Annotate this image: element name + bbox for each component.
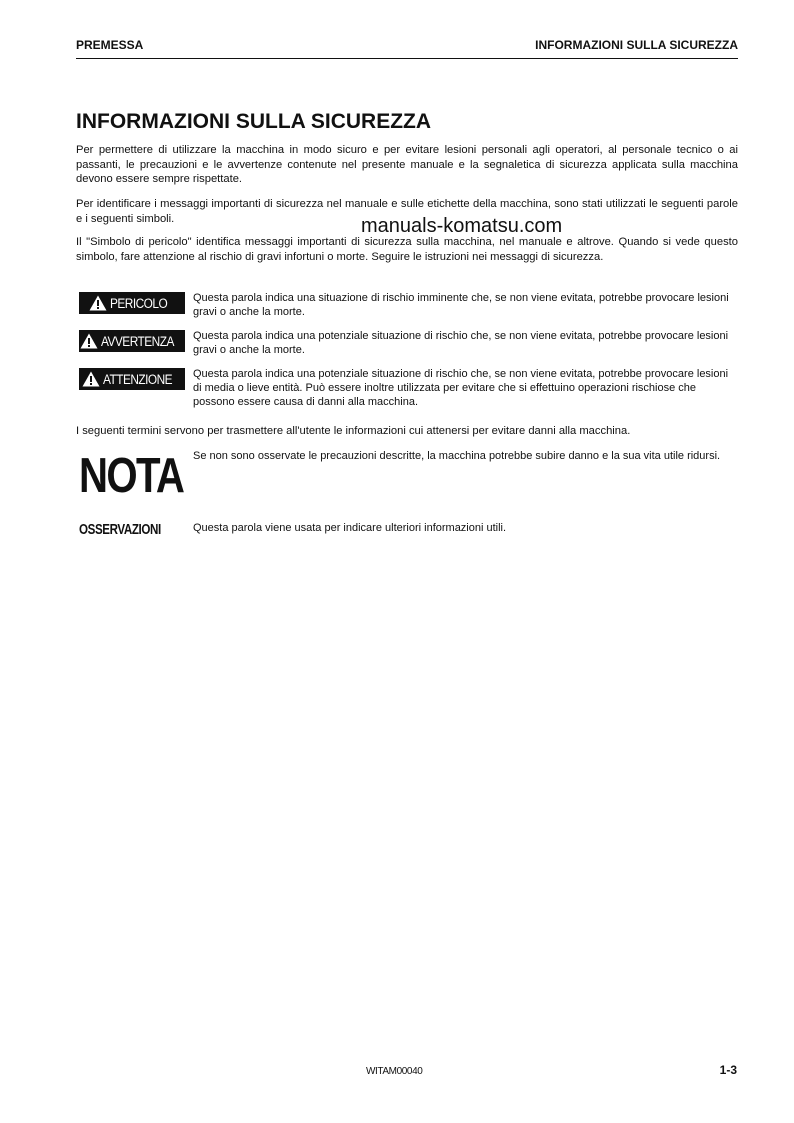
signal-description-pericolo: Questa parola indica una situazione di rischio imminente che, se non viene evitata, potrebbe provocare lesioni gravi o anche la morte.	[193, 292, 729, 318]
nota-description: Se non sono osservate le precauzioni descritte, la macchina potrebbe subire danno e la sua vita utile ridursi.	[193, 450, 721, 462]
osservazioni-label: OSSERVAZIONI	[79, 522, 161, 538]
intro-paragraph: Per permettere di utilizzare la macchina in modo sicuro e per evitare lesioni personali agli operatori, al personale tecnico o ai passanti, le precauzioni e le avvertenze contenute nel presente manuale e la segnaletica di sicurezza applicata sulla macchina devono essere sempre rispettate.	[76, 144, 738, 185]
signal-word-label: PERICOLO	[110, 295, 168, 311]
signal-word-pericolo	[79, 292, 185, 314]
signal-word-attenzione	[79, 368, 185, 390]
warning-triangle-icon	[89, 295, 107, 311]
terms-intro-paragraph: I seguenti termini servono per trasmettere all'utente le informazioni cui attenersi per evitare danni alla macchina.	[76, 425, 631, 437]
signal-word-label: ATTENZIONE	[103, 371, 173, 387]
page-number: 1-3	[719, 1063, 737, 1077]
signal-word-avvertenza	[79, 330, 185, 352]
hazard-symbol-paragraph: Il "Simbolo di pericolo" identifica messaggi importanti di sicurezza sulla macchina, nel manuale e altrove. Quando si vede questo simbolo, fare attenzione al rischio di gravi infortuni o morte. Seguire le istruzioni nei messaggi di sicurezza.	[76, 236, 738, 263]
identify-paragraph: Per identificare i messaggi importanti di sicurezza nel manuale e sulle etichette della macchina, sono stati utilizzati le seguenti parole e i seguenti simboli.	[76, 198, 738, 225]
page-title: INFORMAZIONI SULLA SICUREZZA	[76, 110, 432, 133]
warning-triangle-icon	[82, 371, 100, 387]
document-code: WITAM00040	[366, 1066, 423, 1077]
watermark: manuals-komatsu.com	[361, 215, 563, 237]
osservazioni-description: Questa parola viene usata per indicare ulteriori informazioni utili.	[193, 522, 507, 534]
warning-triangle-icon	[80, 333, 98, 349]
signal-description-attenzione: Questa parola indica una potenziale situazione di rischio che, se non viene evitata, potrebbe provocare lesioni di media o lieve entità. Può essere inoltre utilizzata per evitare che si effettuino operazioni rischiose che possono essere causa di danni alla macchina.	[193, 368, 729, 408]
signal-description-avvertenza: Questa parola indica una potenziale situazione di rischio che, se non viene evitata, potrebbe provocare lesioni gravi o anche la morte.	[193, 330, 729, 356]
header-chapter: INFORMAZIONI SULLA SICUREZZA	[535, 38, 738, 52]
page-header	[76, 38, 738, 59]
signal-word-label: AVVERTENZA	[101, 333, 174, 349]
nota-label: NOTA	[79, 449, 184, 503]
header-section: PREMESSA	[76, 38, 144, 52]
